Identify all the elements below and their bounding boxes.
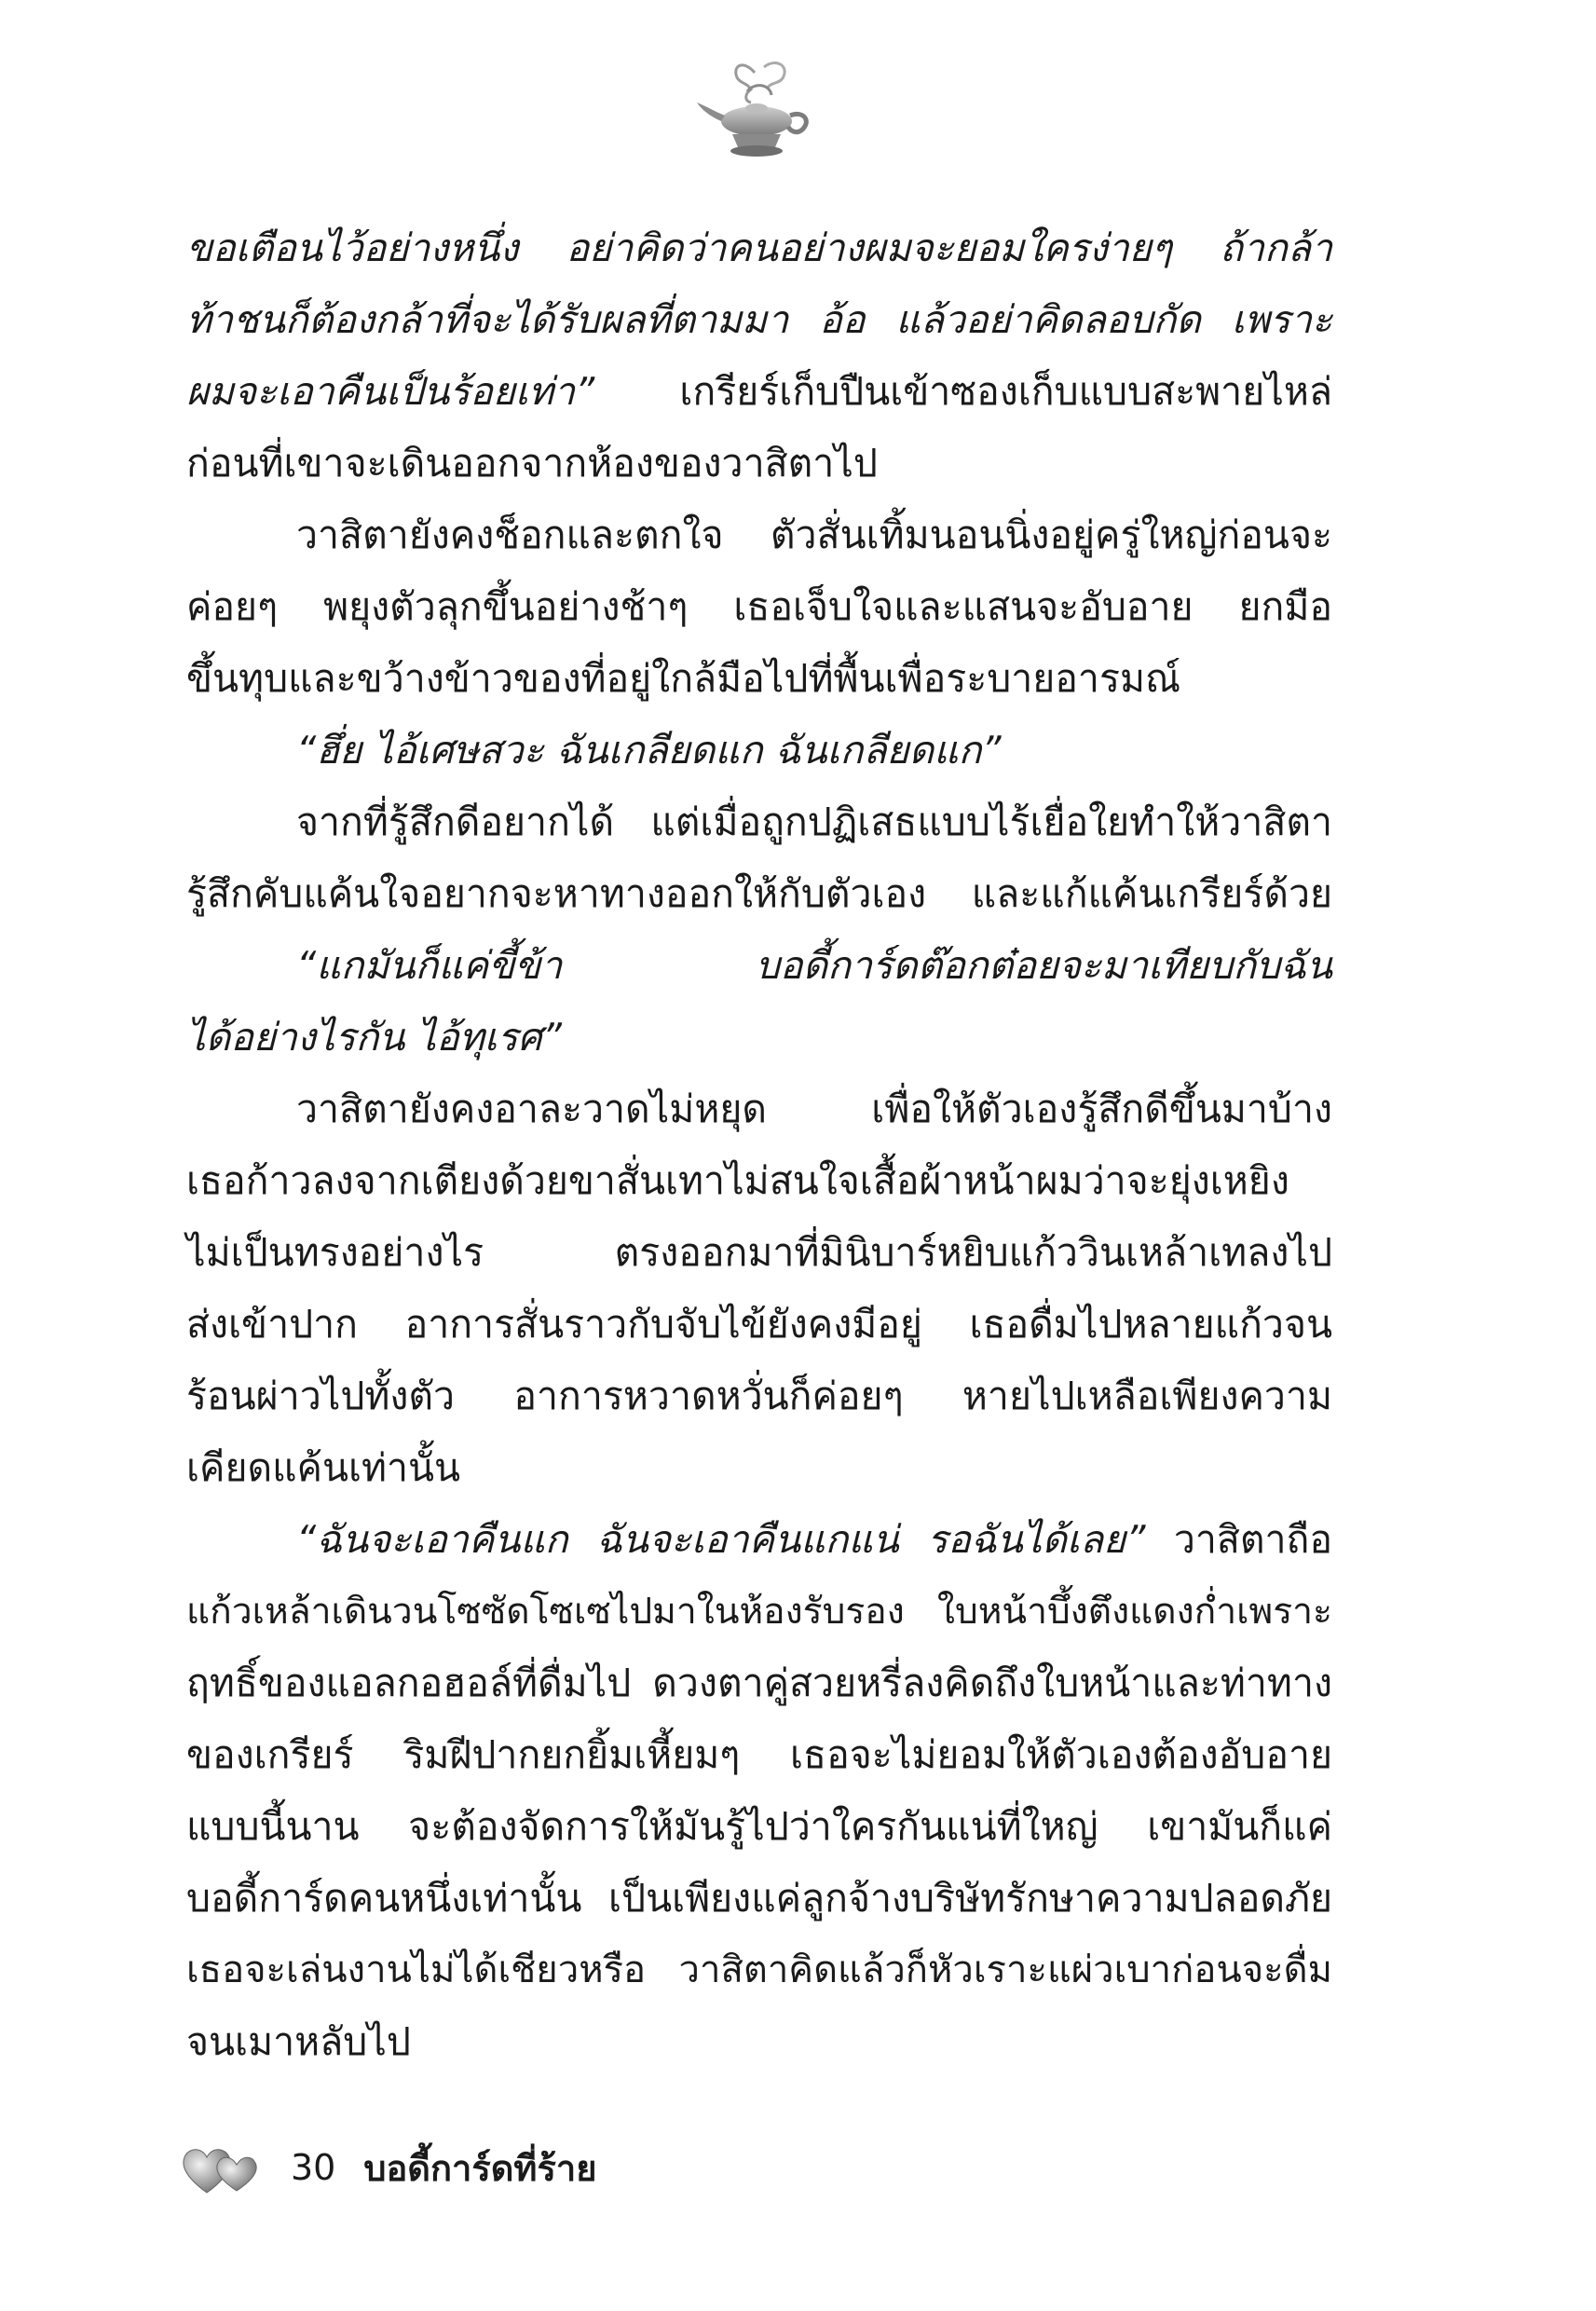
text-line: ฤทธิ์ของแอลกอฮอล์ที่ดื่มไป ดวงตาคู่สวยหรี่ลงคิดถึงใบหน้าและท่าทาง [186, 1661, 1332, 1705]
text-line: จากที่รู้สึกดีอยากได้ แต่เมื่อถูกปฏิเสธแบบไร้เยื่อใยทำให้วาสิตา [296, 800, 1332, 844]
body-text [186, 212, 1332, 2078]
text-line: เคียดแค้นเท่านั้น [186, 1445, 461, 1490]
text-line [186, 1504, 1332, 1576]
narration: เกรียร์เก็บปืนเข้าซองเก็บแบบสะพายไหล่ [594, 369, 1332, 414]
text-line: เธอจะเล่นงานไม่ได้เชียวหรือ วาสิตาคิดแล้วก็หัวเราะแผ่วเบาก่อนจะดื่ม [186, 1949, 1332, 1991]
text-line: ขอเตือนไว้อย่างหนึ่ง อย่าคิดว่าคนอย่างผมจะยอมใครง่ายๆ ถ้ากล้า [186, 226, 1332, 270]
text-line: แก้วเหล้าเดินวนโซซัดโซเซไปมาในห้องรับรอง ใบหน้าบึ้งตึงแดงก่ำเพราะ [186, 1591, 1332, 1633]
narration: วาสิตาถือ [1145, 1517, 1332, 1562]
text-line: รู้สึกคับแค้นใจอยากจะหาทางออกให้กับตัวเอง และแก้แค้นเกรียร์ด้วย [186, 871, 1332, 916]
page-number: 30 [291, 2147, 336, 2188]
text-line: ของเกรียร์ ริมฝีปากยกยิ้มเหี้ยมๆ เธอจะไม่ยอมให้ตัวเองต้องอับอาย [186, 1732, 1332, 1777]
text-line: แบบนี้นาน จะต้องจัดการให้มันรู้ไปว่าใครกันแน่ที่ใหญ่ เขามันก็แค่ [186, 1804, 1332, 1849]
text-line: วาสิตายังคงอาละวาดไม่หยุด เพื่อให้ตัวเองรู้สึกดีขึ้นมาบ้าง [296, 1087, 1332, 1131]
text-line: เธอก้าวลงจากเตียงด้วยขาสั่นเทาไม่สนใจเสื้อผ้าหน้าผมว่าจะยุ่งเหยิง [186, 1158, 1289, 1203]
quoted-speech: “ฉันจะเอาคืนแก ฉันจะเอาคืนแกแน่ รอฉันได้เลย” [296, 1517, 1146, 1562]
text-line: ค่อยๆ พยุงตัวลุกขึ้นอย่างช้าๆ เธอเจ็บใจและแสนจะอับอาย ยกมือ [186, 584, 1332, 629]
hearts-icon [177, 2135, 270, 2200]
text-line: ร้อนผ่าวไปทั้งตัว อาการหวาดหวั่นก็ค่อยๆ หายไปเหลือเพียงความ [186, 1374, 1332, 1418]
quoted-speech: ผมจะเอาคืนเป็นร้อยเท่า” [186, 369, 595, 414]
text-line: “แกมันก็แค่ขี้ข้า บอดี้การ์ดต๊อกต๋อยจะมาเทียบกับฉัน [296, 943, 1332, 988]
text-line: ได้อย่างไรกัน ไอ้ทุเรศ” [186, 1015, 563, 1060]
text-line: ขึ้นทุบและขว้างข้าวของที่อยู่ใกล้มือไปที่พื้นเพื่อระบายอารมณ์ [186, 656, 1181, 701]
text-line: วาสิตายังคงช็อกและตกใจ ตัวสั่นเทิ้มนอนนิ่งอยู่ครู่ใหญ่ก่อนจะ [296, 513, 1332, 557]
text-line: บอดี้การ์ดคนหนึ่งเท่านั้น เป็นเพียงแค่ลูกจ้างบริษัทรักษาความปลอดภัย [186, 1876, 1332, 1921]
text-line: “ฮึ่ย ไอ้เศษสวะ ฉันเกลียดแก ฉันเกลียดแก” [296, 728, 1002, 773]
text-line: ส่งเข้าปาก อาการสั่นราวกับจับไข้ยังคงมีอยู่ เธอดื่มไปหลายแก้วจน [186, 1302, 1332, 1347]
text-line: ก่อนที่เขาจะเดินออกจากห้องของวาสิตาไป [186, 441, 878, 485]
page-footer [177, 2130, 596, 2205]
text-line [186, 356, 1332, 428]
genie-lamp-with-cupid-icon [689, 54, 820, 166]
book-title: บอดี้การ์ดที่ร้าย [363, 2147, 597, 2189]
text-line: ไม่เป็นทรงอย่างไร ตรงออกมาที่มินิบาร์หยิบแก้ววินเหล้าเทลงไป [186, 1230, 1332, 1275]
text-line: จนเมาหลับไป [186, 2019, 411, 2064]
text-line: ท้าชนก็ต้องกล้าที่จะได้รับผลที่ตามมา อ้อ แล้วอย่าคิดลอบกัด เพราะ [186, 297, 1332, 342]
